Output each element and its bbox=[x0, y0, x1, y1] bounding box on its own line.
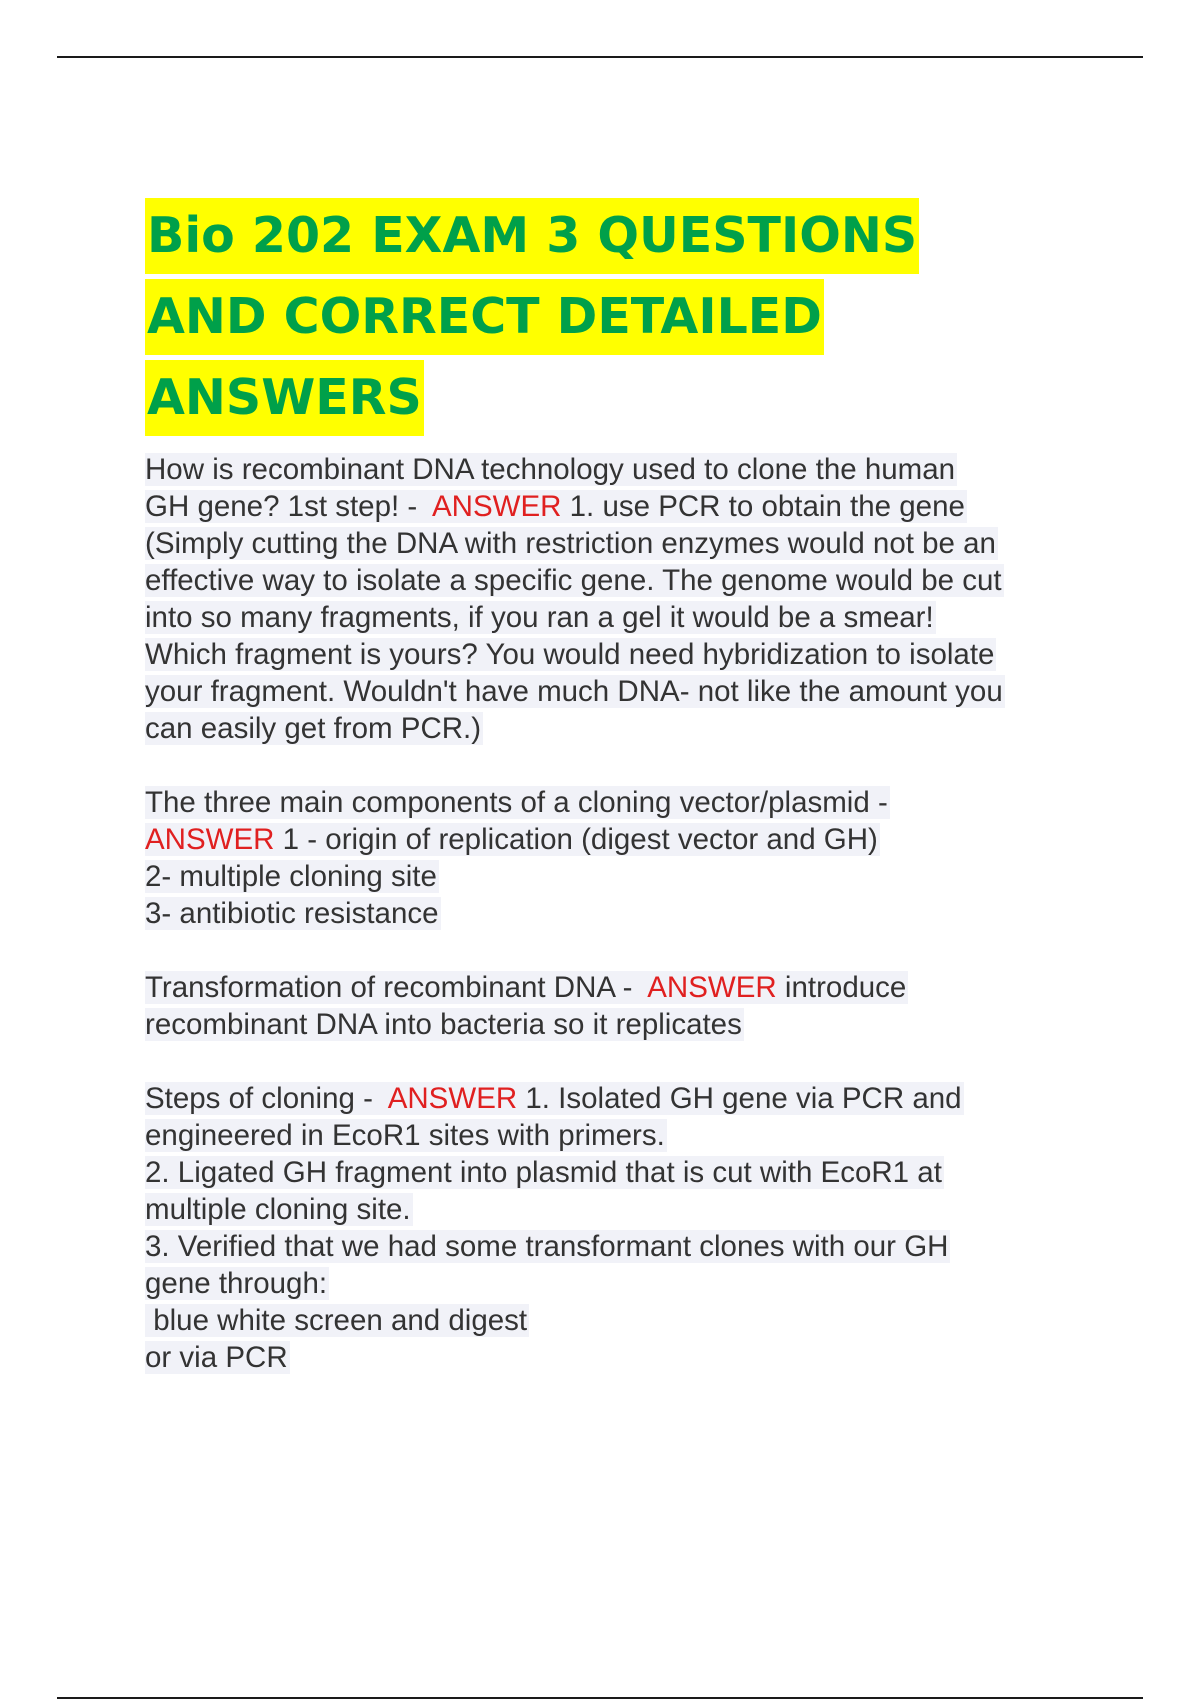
body-text: Which fragment is yours? You would need hybridization to isolate bbox=[145, 638, 995, 671]
qa-line-text bbox=[145, 712, 483, 745]
document-title bbox=[145, 196, 1105, 439]
qa-line-text bbox=[145, 564, 1004, 597]
qa-line bbox=[145, 673, 1105, 710]
qa-line bbox=[145, 562, 1105, 599]
qa-line bbox=[145, 488, 1105, 525]
qa-line bbox=[145, 1006, 1105, 1043]
qa-line-text bbox=[145, 1267, 329, 1300]
qa-line-text bbox=[145, 1008, 744, 1041]
qa-line bbox=[145, 1302, 1105, 1339]
answer-text: 1. Isolated GH gene via PCR and bbox=[517, 1082, 962, 1115]
body-text: How is recombinant DNA technology used to clone the human bbox=[145, 453, 956, 486]
document-body bbox=[145, 196, 1105, 1413]
qa-line-text bbox=[145, 601, 936, 634]
body-text: effective way to isolate a specific gene. The genome would be cut bbox=[145, 564, 1002, 597]
qa-line-text bbox=[145, 1193, 413, 1226]
qa-list bbox=[145, 451, 1105, 1376]
body-text: multiple cloning site. bbox=[145, 1193, 411, 1226]
qa-item bbox=[145, 1080, 1105, 1376]
answer-text: 1 - origin of replication (digest vector and GH) bbox=[274, 823, 878, 856]
qa-line-text bbox=[145, 1230, 950, 1263]
qa-line-text bbox=[145, 971, 908, 1004]
qa-line bbox=[145, 1117, 1105, 1154]
qa-line bbox=[145, 1265, 1105, 1302]
body-text: or via PCR bbox=[145, 1341, 288, 1374]
qa-item bbox=[145, 451, 1105, 747]
answer-label: ANSWER bbox=[647, 971, 777, 1004]
qa-line-text bbox=[145, 453, 957, 486]
qa-line bbox=[145, 525, 1105, 562]
title-line: Bio 202 EXAM 3 QUESTIONS bbox=[145, 198, 919, 274]
qa-line bbox=[145, 1154, 1105, 1191]
qa-line bbox=[145, 784, 1105, 821]
qa-line bbox=[145, 1228, 1105, 1265]
title-line: AND CORRECT DETAILED bbox=[145, 279, 824, 355]
body-text: gene through: bbox=[145, 1267, 328, 1300]
body-text: can easily get from PCR.) bbox=[145, 712, 482, 745]
qa-line-text bbox=[145, 1341, 290, 1374]
qa-line-text bbox=[145, 860, 439, 893]
body-text: recombinant DNA into bacteria so it replicates bbox=[145, 1008, 742, 1041]
answer-text: 1. use PCR to obtain the gene bbox=[561, 490, 965, 523]
body-text: into so many fragments, if you ran a gel it would be a smear! bbox=[145, 601, 934, 634]
qa-line bbox=[145, 451, 1105, 488]
qa-line-text bbox=[145, 1156, 944, 1189]
qa-line bbox=[145, 895, 1105, 932]
qa-line-text bbox=[145, 1119, 667, 1152]
body-text: blue white screen and digest bbox=[145, 1304, 528, 1337]
body-text: 3. Verified that we had some transformant clones with our GH bbox=[145, 1230, 949, 1263]
qa-line-text bbox=[145, 1304, 529, 1337]
body-text: 2. Ligated GH fragment into plasmid that is cut with EcoR1 at bbox=[145, 1156, 942, 1189]
qa-line bbox=[145, 1339, 1105, 1376]
answer-label: ANSWER bbox=[145, 823, 275, 856]
body-text: your fragment. Wouldn't have much DNA- not like the amount you bbox=[145, 675, 1003, 708]
body-text: engineered in EcoR1 sites with primers. bbox=[145, 1119, 665, 1152]
footer-rule bbox=[57, 1697, 1143, 1699]
title-line: ANSWERS bbox=[145, 360, 424, 436]
qa-line bbox=[145, 969, 1105, 1006]
question-text: GH gene? 1st step! - bbox=[145, 490, 432, 523]
body-text: 2- multiple cloning site bbox=[145, 860, 437, 893]
qa-line bbox=[145, 710, 1105, 747]
qa-line-text bbox=[145, 490, 967, 523]
answer-label: ANSWER bbox=[431, 490, 562, 523]
qa-item bbox=[145, 784, 1105, 932]
body-text: 3- antibiotic resistance bbox=[145, 897, 439, 930]
qa-line bbox=[145, 858, 1105, 895]
answer-label: ANSWER bbox=[387, 1082, 518, 1115]
qa-item bbox=[145, 969, 1105, 1043]
qa-line-text bbox=[145, 786, 890, 819]
qa-line-text bbox=[145, 897, 441, 930]
qa-line bbox=[145, 821, 1105, 858]
qa-line-text bbox=[145, 638, 996, 671]
qa-line-text bbox=[145, 823, 880, 856]
qa-line bbox=[145, 1191, 1105, 1228]
qa-line bbox=[145, 636, 1105, 673]
answer-text: introduce bbox=[776, 971, 907, 1004]
question-text: Transformation of recombinant DNA - bbox=[145, 971, 648, 1004]
qa-line bbox=[145, 1080, 1105, 1117]
qa-line-text bbox=[145, 527, 998, 560]
header-rule bbox=[57, 56, 1143, 58]
qa-line-text bbox=[145, 1082, 964, 1115]
body-text: (Simply cutting the DNA with restriction enzymes would not be an bbox=[145, 527, 996, 560]
body-text: The three main components of a cloning vector/plasmid - bbox=[145, 786, 888, 819]
qa-line-text bbox=[145, 675, 1005, 708]
qa-line bbox=[145, 599, 1105, 636]
question-text: Steps of cloning - bbox=[145, 1082, 388, 1115]
